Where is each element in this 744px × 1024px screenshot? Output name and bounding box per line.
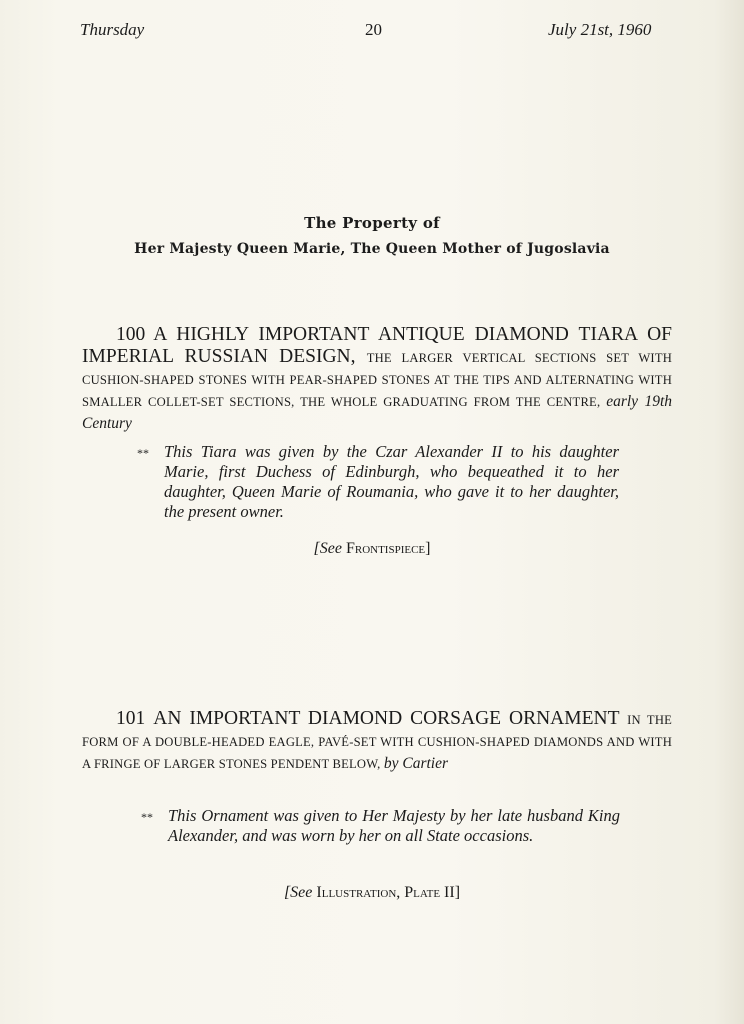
note-asterisks: ** — [141, 810, 153, 824]
see-target: Illustration, Plate II] — [316, 884, 461, 901]
lot-number: 101 — [116, 708, 146, 729]
lot-title-text: AN IMPORTANT DIAMOND CORSAGE ORNAMENT — [153, 708, 620, 729]
owner-heading: The Property of — [304, 214, 440, 232]
see-reference — [0, 884, 744, 902]
lot-note-text: This Ornament was given to Her Majesty by her late husband King Alexander, and was worn by her on all State occasions. — [168, 806, 620, 845]
lot-number: 100 — [116, 324, 146, 345]
header-date: July 21st, 1960 — [548, 20, 652, 39]
lot-title — [82, 708, 672, 774]
see-reference — [0, 540, 744, 558]
lot-attribution: by Cartier — [383, 755, 449, 772]
lot-title — [82, 324, 672, 434]
see-prefix: [See — [313, 540, 342, 557]
lot-title-text: A HIGHLY IMPORTANT ANTIQUE DIAMOND TIARA OF IMPERIAL RUSSIAN DESIGN, — [82, 324, 672, 367]
lot-note — [168, 806, 620, 846]
see-target: Frontispiece] — [345, 540, 431, 557]
lot-description-text: THE LARGER VERTICAL SECTIONS SET WITH CUSHION-SHAPED STONES WITH PEAR-SHAPED STONES AT THE TIPS AND ALTERNATING WITH SMALLER COLLET-SET SECTIONS, THE WHOLE GRADUATING FROM THE CENTRE, — [82, 351, 673, 409]
lot-attribution: early 19th Century — [82, 393, 672, 432]
lot-note-text: This Tiara was given by the Czar Alexander II to his daughter Marie, first Duchess of Edinburgh, who bequeathed it to her daughter, Queen Marie of Roumania, who gave it to her daughter, the present owner. — [164, 442, 619, 521]
header-day: Thursday — [80, 20, 145, 39]
lot-description-text: IN THE FORM OF A DOUBLE-HEADED EAGLE, PAVÉ-SET WITH CUSHION-SHAPED DIAMONDS AND WITH A FRINGE OF LARGER STONES PENDENT BELOW, — [82, 713, 673, 771]
see-prefix: [See — [283, 884, 313, 901]
owner-name: Her Majesty Queen Marie, The Queen Mother of Jugoslavia — [134, 241, 610, 257]
lot-100 — [82, 324, 672, 434]
note-asterisks: ** — [137, 446, 149, 460]
lot-note — [164, 442, 619, 522]
lot-101 — [82, 708, 672, 774]
page-number: 20 — [365, 20, 382, 39]
